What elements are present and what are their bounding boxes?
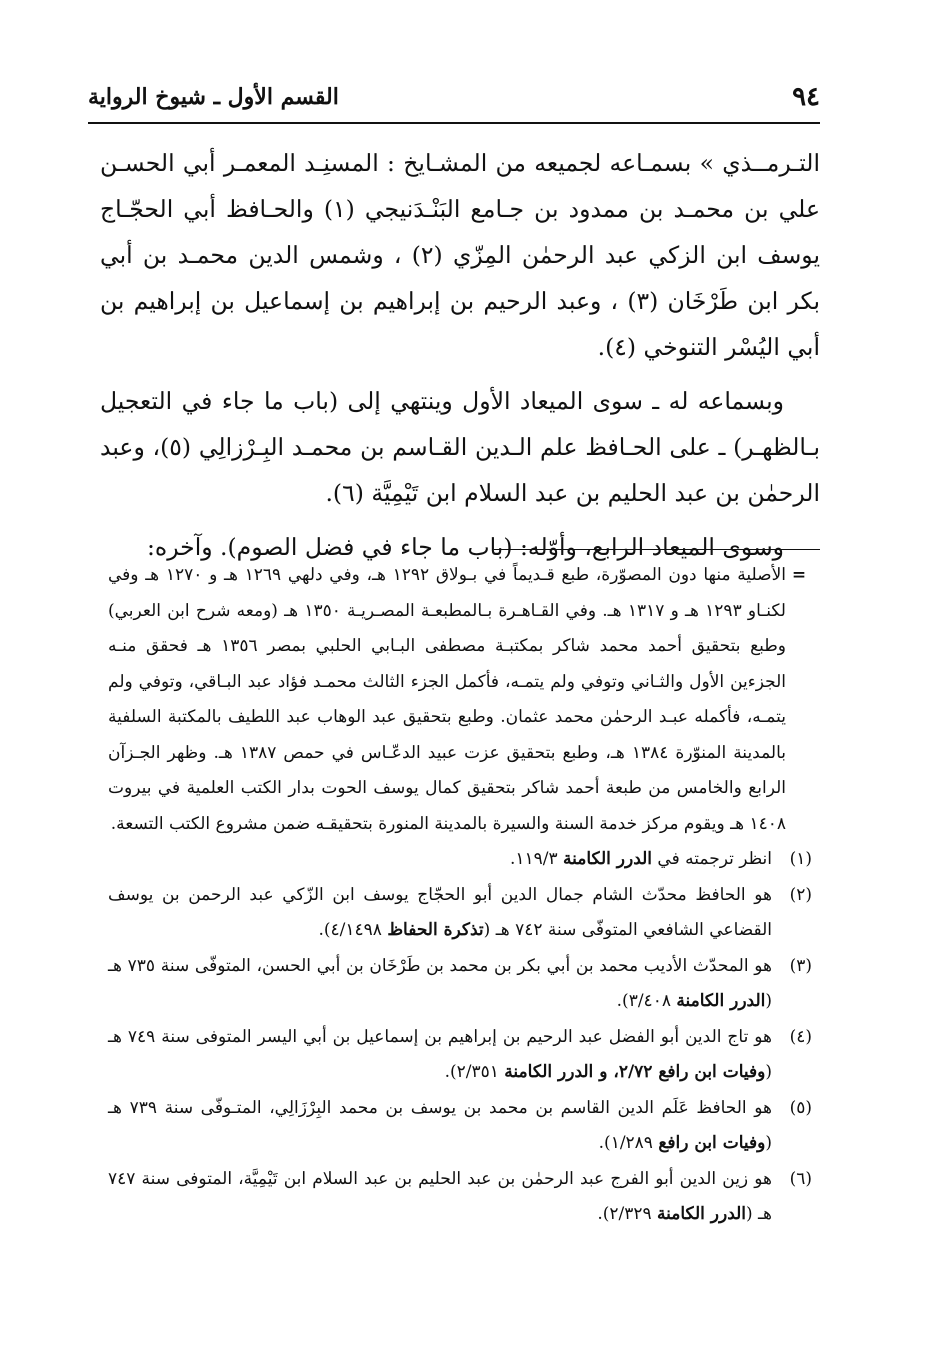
running-head: القسم الأول ـ شيوخ الرواية	[88, 84, 339, 110]
footnote-6	[108, 1162, 812, 1233]
footnote-number: (٥)	[789, 1097, 812, 1118]
footnote-text	[108, 1162, 772, 1233]
header-rule	[88, 122, 820, 124]
main-text	[100, 140, 820, 578]
footnote-source: الدرر الكامنة	[657, 1204, 747, 1224]
footnote-body: هو تاج الدين أبو الفضل عبد الرحيم بن إبراهيم بن إسماعيل بن أبي اليسر المتوفى سنة ٧٤٩ هـ (	[108, 1026, 772, 1082]
footnote-4	[108, 1020, 812, 1091]
footnote-source: وفيات ابن رافع ٢/٧٢، و الدرر الكامنة	[504, 1062, 766, 1082]
footnote-number: (٤)	[789, 1026, 812, 1047]
footnote-body: انظر ترجمته في	[657, 849, 772, 869]
page-header	[88, 78, 820, 120]
footnote-2	[108, 878, 812, 949]
footnote-tail: ٢/٣٥١).	[444, 1062, 499, 1082]
footnote-tail: ٢/٣٢٩).	[597, 1204, 652, 1224]
footnotes	[108, 558, 812, 1233]
footnote-body: هو الحافظ عَلَم الدين القاسم بن محمد بن يوسف بن محمد البِرْزَالِي، المتـوفّى سنة ٧٣٩ هـ (	[108, 1097, 772, 1153]
page-number: ٩٤	[792, 82, 820, 112]
footnote-source: الدرر الكامنة	[676, 991, 766, 1011]
footnote-1	[108, 842, 812, 878]
footnote-3	[108, 949, 812, 1020]
paragraph-2: وبسماعه له ـ سوى الميعاد الأول وينتهي إلى (باب ما جاء في التعجيل بـالظهـر) ـ على الحـافظ علم الـدين القـاسم بن محمـد البِـرْزالِي (٥)، وعبد الرحمٰن بن عبد الحليم بن عبد السلام ابن تَيْمِيَّة (٦).	[100, 387, 820, 507]
footnote-5	[108, 1091, 812, 1162]
footnote-text	[108, 1091, 772, 1162]
footnote-tail: ١/٢٨٩).	[598, 1133, 653, 1153]
footnote-source: الدرر الكامنة	[563, 849, 653, 869]
footnote-number: (٦)	[789, 1168, 812, 1189]
footnote-body: هو زين الدين أبو الفرج عبد الرحمٰن بن عبد الحليم بن عبد السلام ابن تَيْمِيَّة، المتوفى سنة ٧٤٧ هـ (	[108, 1168, 772, 1224]
footnote-text	[108, 878, 772, 949]
footnote-tail: ٣/٤٠٨).	[616, 991, 671, 1011]
footnote-number: (٢)	[789, 884, 812, 905]
footnote-text	[108, 842, 772, 878]
footnote-body: هو الحافظ محدّث الشام جمال الدين أبو الحجّاج يوسف ابن الزّكي عبد الرحمن بن يوسف القضاعي الشافعي المتوفّى سنة ٧٤٢ هـ (	[108, 884, 772, 940]
footnote-text	[108, 949, 772, 1020]
paragraph-1: التـرمــذي » بسمـاعه لجميعه من المشـايخ : المسنِـد المعمـر أبي الحسـن علي بن محمـد بن ممدود بن جـامع البَنْـدَنيجي (١) والحـافظ أبي الحجّـاج يوسف ابن الزكي عبد الرحمٰن المِزّي (٢) ، وشمس الدين محمـد بن أبي بكر ابن طَرْخَان (٣) ، وعبد الرحيم بن إبراهيم بن إسماعيل بن إبراهيم بن أبي اليُسْر التنوخي (٤).	[100, 149, 820, 361]
footnote-continuation	[108, 558, 812, 842]
paragraph-3: وسوى الميعاد الرابع، وأوّله: (باب ما جاء في فضل الصوم). وآخره:	[146, 533, 784, 561]
footnote-source: تذكرة الحفاظ	[387, 920, 484, 940]
footnote-source: وفيات ابن رافع	[658, 1133, 766, 1153]
footnote-body: هو المحدّث الأديب محمد بن أبي بكر بن محمد بن طَرْخَان بن أبي الحسن، المتوفّى سنة ٧٣٥ هـ (	[108, 955, 772, 1011]
footnote-number: (٣)	[789, 955, 812, 976]
footnote-tail: ١١٩/٣.	[509, 849, 558, 869]
continuation-mark: =	[791, 565, 807, 585]
footnote-tail: ٤/١٤٩٨).	[318, 920, 382, 940]
footnote-rule	[494, 549, 820, 550]
continuation-text: الأصلية منها دون المصوّرة، طبع قـديماً في بـولاق ١٢٩٢ هـ، وفي دلهي ١٢٦٩ هـ و ١٢٧٠ هـ وفي لكنـاو ١٢٩٣ هـ و ١٣١٧ هـ. وفي القـاهـرة بـالمطبعـة المصـريـة ١٣٥٠ هـ (ومعه شرح ابن العربي) وطبع بتحقيق أحمد محمد شاكر بمكتبـة مصطفى البـابي الحلبي بمصر ١٣٥٦ هـ فحقق منـه الجزءين الأول والثـاني وتوفي ولم يتمـه، فأكمل الجزء الثالث محمـد فؤاد عبد البـاقي، وتوفي ولم يتمـه، فأكمله عبـد الرحمٰن محمد عثمان. وطبع بتحقيق عبد الوهاب عبد اللطيف بالمكتبة السلفية بالمدينة المنوّرة ١٣٨٤ هـ، وطبع بتحقيق عزت عبيد الدعّـاس في حمص ١٣٨٧ هـ. وظهر الجـزآن الرابع والخامس من طبعة أحمد شاكر بتحقيق كمال يوسف الحوت بدار الكتب العلمية في بيروت ١٤٠٨ هـ ويقوم مركز خدمة السنة والسيرة بالمدينة المنورة بتحقيقـه ضمن مشروع الكتب التسعة.	[108, 565, 787, 834]
footnote-text	[108, 1020, 772, 1091]
footnote-number: (١)	[789, 849, 812, 869]
